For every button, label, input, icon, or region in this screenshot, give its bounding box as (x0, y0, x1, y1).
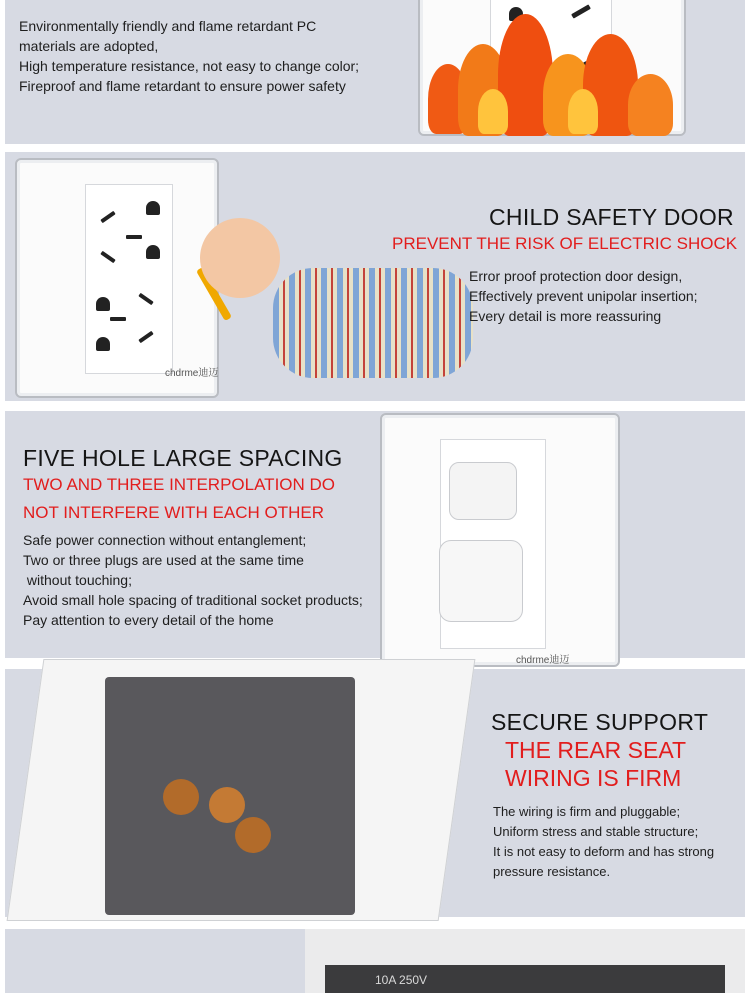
socket-hole (96, 297, 110, 311)
text-line: Pay attention to every detail of the home (23, 612, 274, 628)
text-line: Avoid small hole spacing of traditional socket products; (23, 592, 363, 608)
rating-label: 10A 250V (375, 973, 428, 987)
socket-child-image (15, 158, 221, 398)
section-partial-bottom (5, 929, 745, 993)
terminal-screw-icon (163, 779, 199, 815)
section-title: SECURE SUPPORT (491, 709, 709, 735)
socket-plate (15, 158, 219, 398)
text-line: It is not easy to deform and has strong (493, 844, 715, 859)
text-line: pressure resistance. (493, 864, 611, 879)
text-line: Fireproof and flame retardant to ensure power safety (19, 78, 346, 94)
section-subtitle: TWO AND THREE INTERPOLATION DO (23, 475, 336, 494)
section-subtitle: THE REAR SEAT (505, 737, 687, 763)
section-secure-support (5, 669, 745, 917)
brand-label: chdrme迪迈 (516, 655, 570, 666)
section-subtitle: WIRING IS FIRM (505, 765, 682, 791)
child-head-icon (200, 218, 280, 298)
socket-hole (146, 245, 160, 259)
two-pin-plug (449, 462, 517, 520)
secure-support-description (493, 802, 714, 882)
flame-retardant-description (19, 16, 359, 96)
section-subtitle: PREVENT THE RISK OF ELECTRIC SHOCK (392, 234, 738, 253)
child-body-icon (273, 268, 473, 378)
socket-hole (146, 201, 160, 215)
socket-plugs-image (380, 413, 620, 667)
socket-module (85, 184, 173, 374)
flame-icon (568, 89, 598, 134)
socket-hole (126, 235, 142, 239)
child-safety-description (469, 266, 698, 326)
text-line: Error proof protection door design, (469, 268, 683, 284)
three-pin-plug (439, 540, 523, 622)
socket-hole (100, 211, 115, 223)
section-title: FIVE HOLE LARGE SPACING (23, 445, 343, 471)
text-line: materials are adopted, (19, 38, 159, 54)
socket-hole (138, 293, 153, 305)
text-line: Every detail is more reassuring (469, 308, 662, 324)
text-line: Safe power connection without entanglement; (23, 532, 307, 548)
socket-hole (96, 337, 110, 351)
brand-label: chdrme迪迈 (165, 368, 219, 379)
section-title: CHILD SAFETY DOOR (489, 204, 734, 230)
section-flame-retardant (5, 0, 745, 144)
text-line: Two or three plugs are used at the same time (23, 552, 304, 568)
text-line: The wiring is firm and pluggable; (493, 804, 681, 819)
socket-flame-image (418, 0, 688, 140)
socket-hole (100, 251, 115, 263)
socket-hole (110, 317, 126, 321)
section-child-safety-door (5, 152, 745, 401)
flame-icon (478, 89, 508, 134)
rear-seat-image (5, 669, 465, 917)
text-line: Environmentally friendly and flame retardant PC (19, 18, 317, 34)
text-line: High temperature resistance, not easy to change color; (19, 58, 360, 74)
socket-module (440, 439, 546, 649)
text-line: without touching; (23, 572, 132, 588)
socket-hole (571, 4, 591, 18)
terminal-screw-icon (235, 817, 271, 853)
text-line: Effectively prevent unipolar insertion; (469, 288, 698, 304)
socket-side-image (305, 929, 745, 993)
section-five-hole-spacing (5, 411, 745, 666)
section-subtitle: NOT INTERFERE WITH EACH OTHER (23, 503, 324, 522)
flame-icon (628, 74, 673, 136)
terminal-screw-icon (209, 787, 245, 823)
socket-hole (138, 331, 153, 343)
text-line: Uniform stress and stable structure; (493, 824, 699, 839)
five-hole-description (23, 530, 363, 630)
